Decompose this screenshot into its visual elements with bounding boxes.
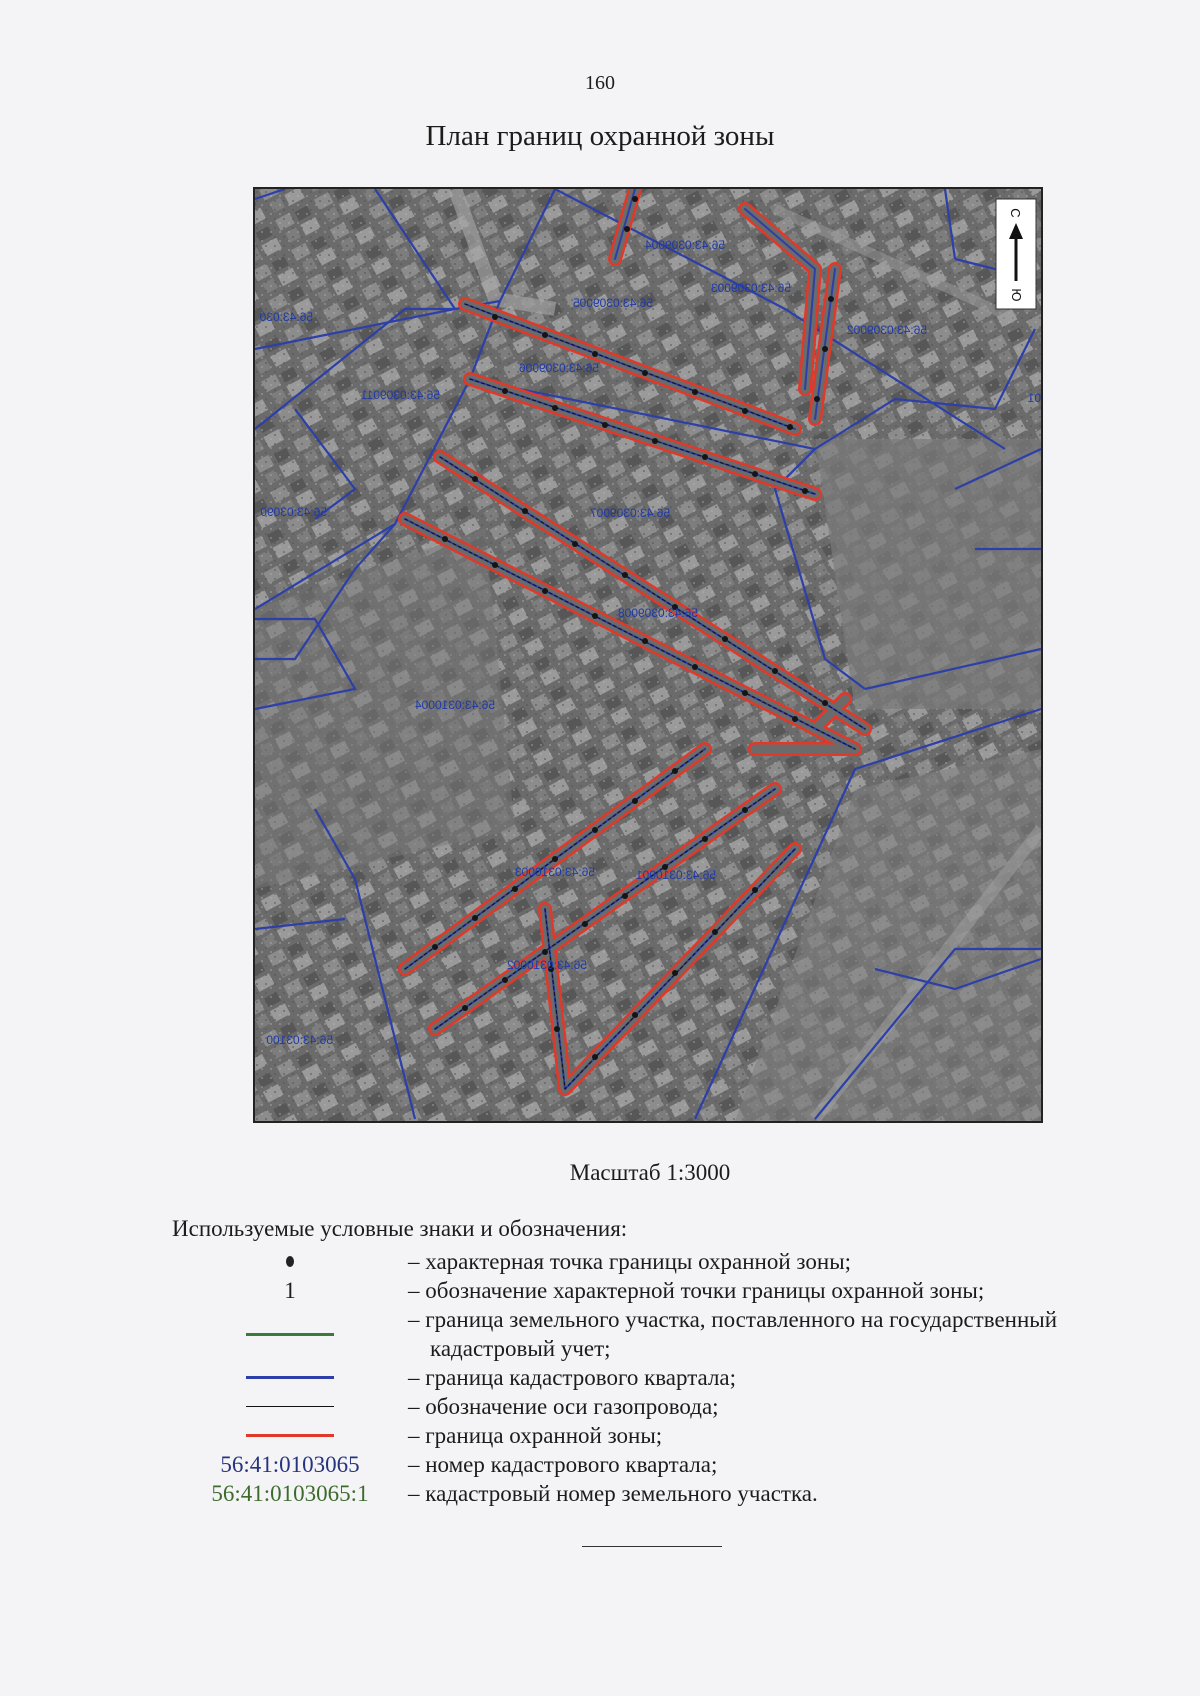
- legend-heading: Используемые условные знаки и обозначения:: [172, 1216, 628, 1241]
- blue-line-icon: [246, 1376, 334, 1379]
- quarter-label: 56:43:0309006: [518, 361, 599, 375]
- legend-text: – граница охранной зоны;: [408, 1423, 663, 1448]
- legend-text: – граница земельного участка, поставленного на государственный: [408, 1307, 1058, 1332]
- scale-label: Масштаб 1:3000: [569, 1160, 731, 1185]
- plan-title: План границ охранной зоны: [425, 120, 775, 152]
- quarter-label: 56:43:0309011: [360, 388, 440, 402]
- green-line-icon: [246, 1333, 334, 1336]
- point-number-symbol: 1: [284, 1277, 296, 1303]
- quarter-label: 56:43:0309002: [846, 323, 927, 337]
- compass-south-label: Ю: [1009, 288, 1024, 302]
- quarter-label: 56:43:0309004: [644, 238, 725, 252]
- legend-item: [190, 1305, 1150, 1363]
- quarter-number-sample: 56:41:0103065: [220, 1451, 360, 1477]
- quarter-label: 56:43:0310004: [414, 698, 495, 712]
- compass-north-label: С: [1008, 208, 1023, 218]
- quarter-label: 56:43:0309008: [617, 606, 698, 620]
- point-dot-icon: [286, 1256, 294, 1267]
- quarter-label: 56:43:0310002: [506, 958, 587, 972]
- quarter-label: 56:43:03090: [260, 505, 327, 519]
- footer-divider: [582, 1546, 722, 1547]
- page-number: 160: [585, 72, 615, 94]
- quarter-label: 56:43:0310003: [514, 865, 595, 879]
- legend-item: [190, 1247, 1150, 1275]
- legend-text: – характерная точка границы охранной зоны;: [408, 1249, 852, 1274]
- legend-text: – номер кадастрового квартала;: [408, 1452, 718, 1477]
- legend-item: [190, 1479, 1150, 1507]
- compass: [996, 199, 1036, 309]
- legend-item: [190, 1363, 1150, 1391]
- quarter-label: 56:43:0309003: [710, 281, 791, 295]
- map-image: [255, 189, 1041, 1121]
- quarter-label: 56:43:0309007: [589, 506, 670, 520]
- legend-item: [190, 1450, 1150, 1478]
- black-line-icon: [246, 1406, 334, 1407]
- parcel-number-sample: 56:41:0103065:1: [211, 1480, 369, 1506]
- legend-text: – обозначение оси газопровода;: [408, 1394, 719, 1419]
- legend-text: – граница кадастрового квартала;: [408, 1365, 737, 1390]
- legend-text-continuation: кадастровый учет;: [430, 1336, 611, 1361]
- quarter-label: 56:43:0309005: [572, 296, 653, 310]
- legend-text: – кадастровый номер земельного участка.: [408, 1481, 818, 1506]
- legend-item: [190, 1276, 1150, 1304]
- red-line-icon: [246, 1434, 334, 1437]
- quarter-label: 01: [1027, 391, 1041, 405]
- map-frame: [253, 187, 1043, 1123]
- quarter-label: 56:43:0310001: [635, 868, 716, 882]
- legend-item: [190, 1421, 1150, 1449]
- quarter-label: 56:43:03100: [266, 1033, 333, 1047]
- legend-item: [190, 1392, 1150, 1420]
- quarter-label: 56:43:030: [259, 310, 313, 324]
- legend-text: – обозначение характерной точки границы охранной зоны;: [408, 1278, 985, 1303]
